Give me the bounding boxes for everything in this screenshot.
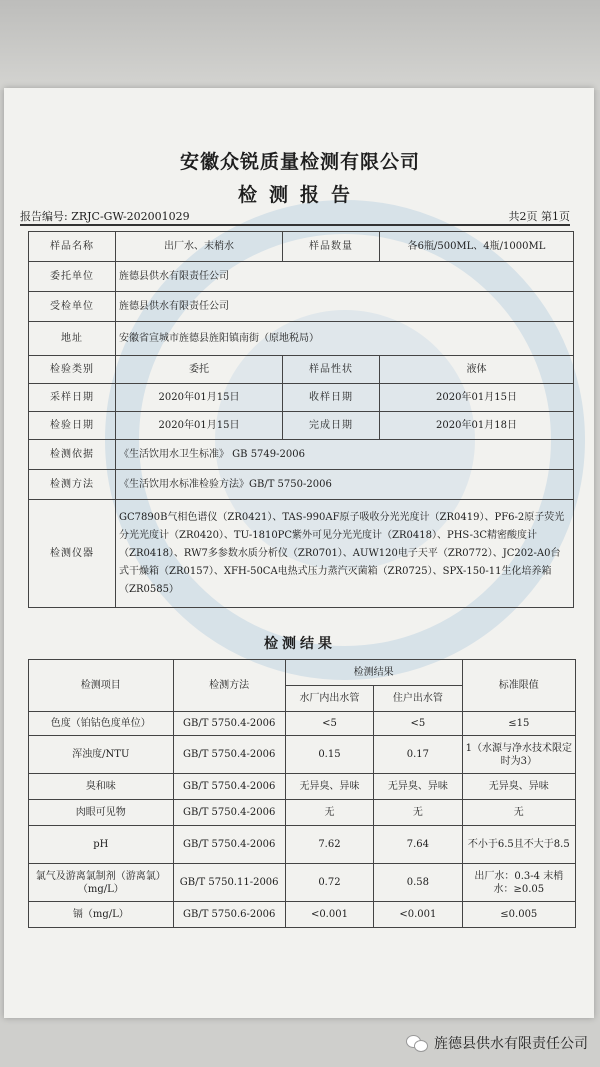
result-method: GB/T 5750.4-2006: [173, 826, 285, 864]
inspected-value: 旌德县供水有限责任公司: [116, 292, 574, 322]
result-user: 无异臭、异味: [374, 774, 462, 800]
result-method: GB/T 5750.4-2006: [173, 736, 285, 774]
sampling-date-label: 采样日期: [29, 384, 116, 412]
table-row: [29, 864, 576, 902]
header-result: 检测结果: [285, 660, 462, 686]
result-method: GB/T 5750.4-2006: [173, 774, 285, 800]
client-value: 旌德县供水有限责任公司: [116, 262, 574, 292]
sample-info-table: [28, 231, 574, 608]
result-plant: 无: [285, 800, 373, 826]
page-info: 共2页 第1页: [508, 210, 570, 223]
header-user: 住户出水管: [374, 686, 462, 712]
inspected-label: 受检单位: [29, 292, 116, 322]
company-name: 安徽众锐质量检测有限公司: [179, 151, 420, 173]
instrument-label: 检测仪器: [29, 500, 116, 608]
test-date-label: 检验日期: [29, 412, 116, 440]
result-plant: 无异臭、异味: [285, 774, 373, 800]
table-row: [29, 774, 576, 800]
result-user: 无: [374, 800, 462, 826]
basis-label: 检测依据: [29, 440, 116, 470]
result-item: 肉眼可见物: [29, 800, 174, 826]
result-limit: ≤0.005: [462, 902, 575, 928]
table-row: [29, 470, 574, 500]
result-method: GB/T 5750.6-2006: [173, 902, 285, 928]
result-item: 氯气及游离氯制剂（游离氯）（mg/L）: [29, 864, 174, 902]
account-name: 旌德县供水有限责任公司: [434, 1036, 588, 1052]
header-item: 检测项目: [29, 660, 174, 712]
address-label: 地址: [29, 322, 116, 356]
result-item: pH: [29, 826, 174, 864]
table-row: [29, 384, 574, 412]
header-method: 检测方法: [173, 660, 285, 712]
result-plant: <0.001: [285, 902, 373, 928]
table-row: [29, 800, 576, 826]
result-user: 7.64: [374, 826, 462, 864]
table-row: [29, 440, 574, 470]
report-number: 报告编号: ZRJC-GW-202001029: [20, 210, 190, 223]
report-meta-line: [20, 208, 570, 226]
result-limit: 出厂水：0.3-4 末梢水：≥0.05: [462, 864, 575, 902]
result-method: GB/T 5750.4-2006: [173, 800, 285, 826]
result-plant: 0.15: [285, 736, 373, 774]
result-user: <0.001: [374, 902, 462, 928]
sample-qty: 各6瓶/500ML、4瓶/1000ML: [380, 232, 574, 262]
result-limit: 1（水源与净水技术限定时为3）: [462, 736, 575, 774]
address-value: 安徽省宣城市旌德县旌阳镇南街（原地税局）: [116, 322, 574, 356]
header-plant: 水厂内出水管: [285, 686, 373, 712]
receive-date: 2020年01月15日: [380, 384, 574, 412]
sample-name-label: 样品名称: [29, 232, 116, 262]
result-method: GB/T 5750.11-2006: [173, 864, 285, 902]
sample-qty-label: 样品数量: [283, 232, 380, 262]
result-item: 臭和味: [29, 774, 174, 800]
table-row: [29, 322, 574, 356]
result-plant: 0.72: [285, 864, 373, 902]
basis-value: 《生活饮用水卫生标准》 GB 5749-2006: [116, 440, 574, 470]
inspection-type-label: 检验类别: [29, 356, 116, 384]
result-item: 浑浊度/NTU: [29, 736, 174, 774]
results-table: [28, 659, 576, 928]
result-item: 镉（mg/L）: [29, 902, 174, 928]
table-row: [29, 712, 576, 736]
table-row: [29, 356, 574, 384]
table-row: [29, 500, 574, 608]
result-plant: <5: [285, 712, 373, 736]
header-limit: 标准限值: [462, 660, 575, 712]
table-row: [29, 262, 574, 292]
result-user: 0.58: [374, 864, 462, 902]
result-limit: 无异臭、异味: [462, 774, 575, 800]
table-header-row: [29, 660, 576, 686]
table-row: [29, 826, 576, 864]
result-plant: 7.62: [285, 826, 373, 864]
table-row: [29, 292, 574, 322]
receive-date-label: 收样日期: [283, 384, 380, 412]
result-limit: ≤15: [462, 712, 575, 736]
wechat-icon: [406, 1034, 428, 1052]
result-item: 色度（铂钴色度单位）: [29, 712, 174, 736]
wechat-account-watermark: [406, 1033, 588, 1053]
result-method: GB/T 5750.4-2006: [173, 712, 285, 736]
method-label: 检测方法: [29, 470, 116, 500]
table-row: [29, 736, 576, 774]
table-row: [29, 902, 576, 928]
document-title: 检测报告: [237, 184, 362, 206]
inspection-type: 委托: [116, 356, 283, 384]
instrument-list: GC7890B气相色谱仪（ZR0421）、TAS-990AF原子吸收分光光度计（ZR0419）、PF6-2原子荧光分光光度计（ZR0420）、TU-1810PC紫外可见分光光度计（ZR0418）、PHS-3C精密酸度计（ZR0418）、RW7多参数水质分析仪（ZR0701）、AUW120电子天平（ZR0772）、JC202-A0台式干燥箱（ZR0157）、XFH-50CA电热式压力蒸汽灭菌箱（ZR0725）、SPX-150-11生化培养箱（ZR0585）: [116, 500, 574, 608]
table-row: [29, 412, 574, 440]
complete-date-label: 完成日期: [283, 412, 380, 440]
result-user: 0.17: [374, 736, 462, 774]
table-row: [29, 232, 574, 262]
result-limit: 不小于6.5且不大于8.5: [462, 826, 575, 864]
test-date: 2020年01月15日: [116, 412, 283, 440]
sample-nature: 液体: [380, 356, 574, 384]
sampling-date: 2020年01月15日: [116, 384, 283, 412]
result-limit: 无: [462, 800, 575, 826]
complete-date: 2020年01月18日: [380, 412, 574, 440]
photo-background-top: [0, 0, 600, 90]
sample-name: 出厂水、末梢水: [116, 232, 283, 262]
results-section-title: 检测结果: [264, 636, 336, 652]
result-user: <5: [374, 712, 462, 736]
client-label: 委托单位: [29, 262, 116, 292]
sample-nature-label: 样品性状: [283, 356, 380, 384]
method-value: 《生活饮用水标准检验方法》GB/T 5750-2006: [116, 470, 574, 500]
